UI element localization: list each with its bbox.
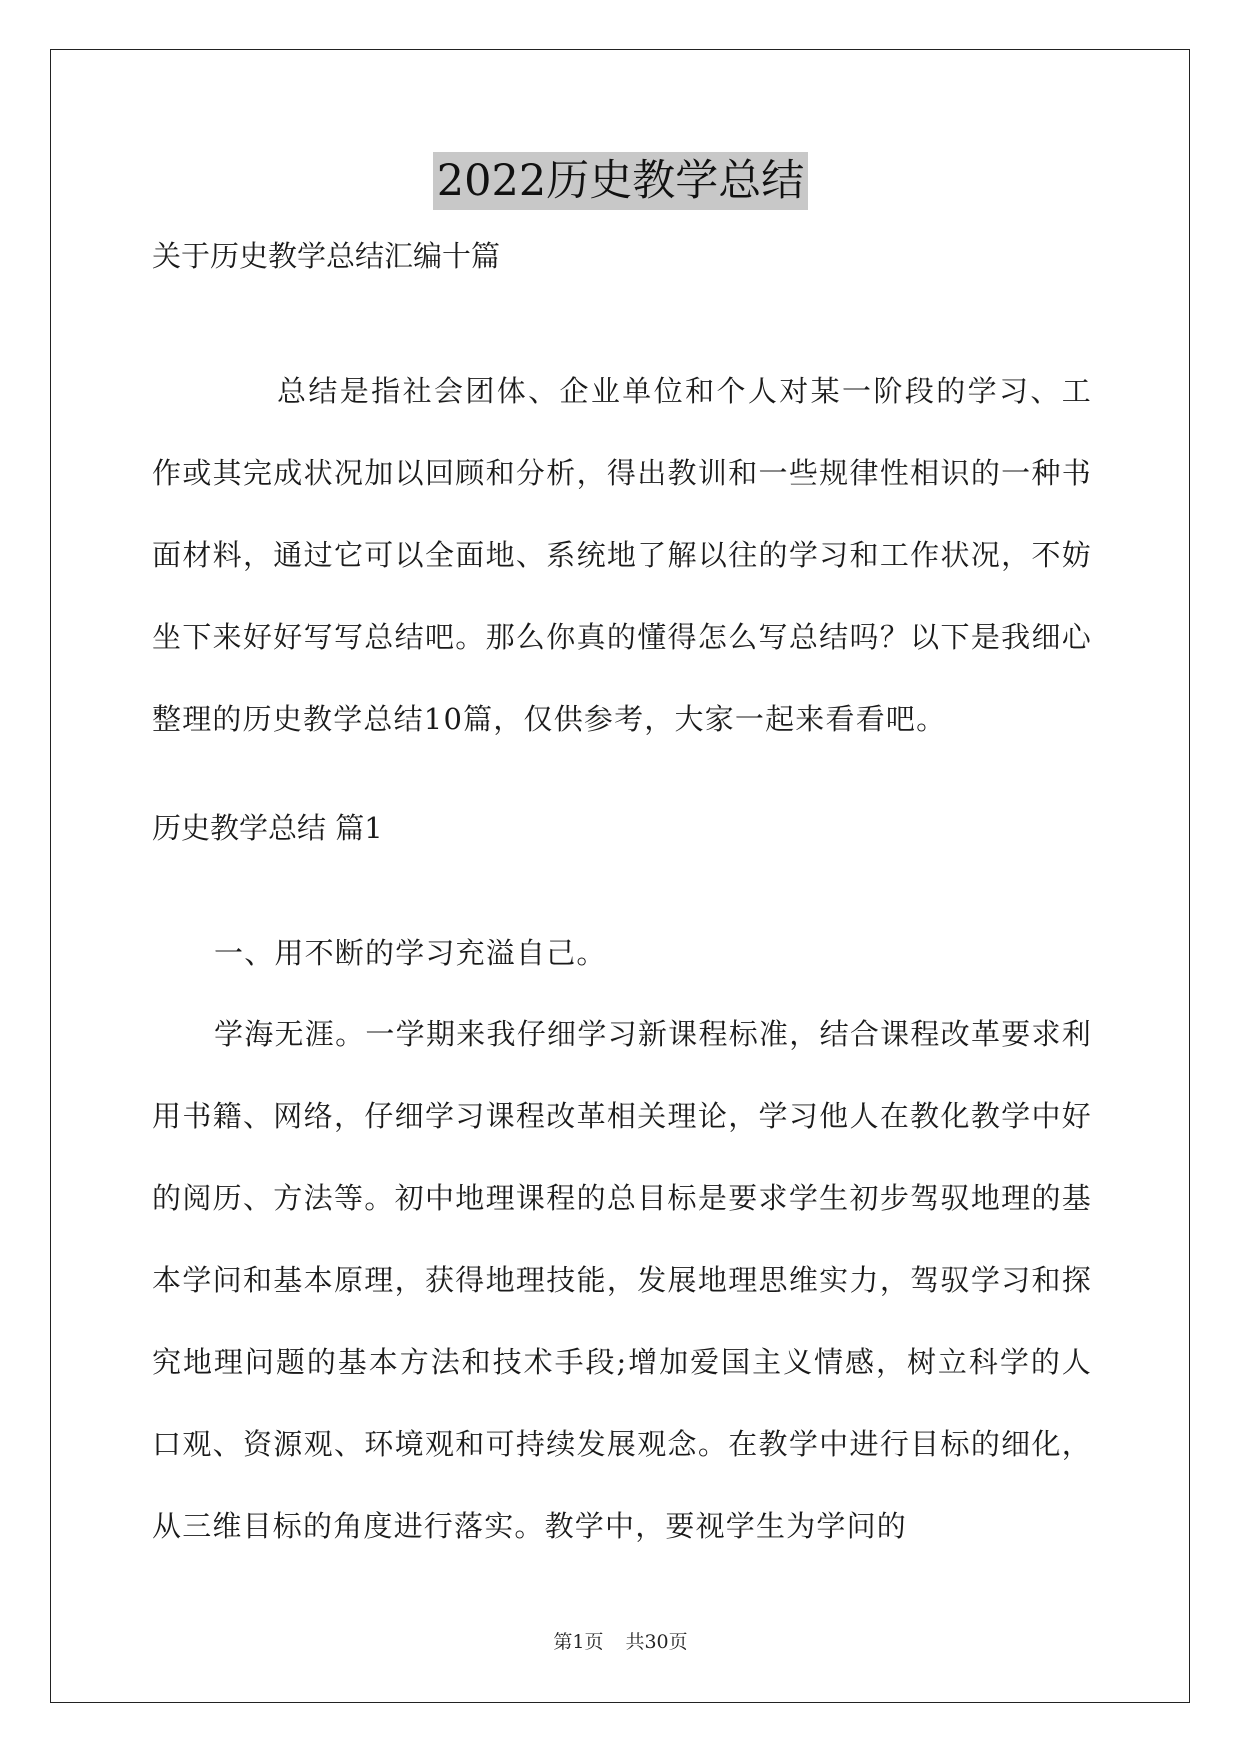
point-heading: 一、用不断的学习充溢自己。 (214, 936, 607, 970)
body-paragraph: 学海无涯。一学期来我仔细学习新课程标准，结合课程改革要求利用书籍、网络，仔细学习课程改革相关理论，学习他人在教化教学中好的阅历、方法等。初中地理课程的总目标是要求学生初步驾驭地理的基本学问和基本原理，获得地理技能，发展地理思维实力，驾驭学习和探究地理问题的基本方法和技术手段;增加爱国主义情感，树立科学的人口观、资源观、环境观和可持续发展观念。在教学中进行目标的细化，从三维目标的角度进行落实。教学中，要视学生为学问的 (152, 1017, 1092, 1543)
document-subtitle: 关于历史教学总结汇编十篇 (152, 239, 501, 273)
page-total: 共30页 (625, 1631, 688, 1653)
document-title: 2022历史教学总结 (433, 152, 808, 210)
intro-paragraph: 总结是指社会团体、企业单位和个人对某一阶段的学习、工作或其完成状况加以回顾和分析，得出教训和一些规律性相识的一种书面材料，通过它可以全面地、系统地了解以往的学习和工作状况，不妨坐下来好好写写总结吧。那么你真的懂得怎么写总结吗？以下是我细心整理的历史教学总结10篇，仅供参考，大家一起来看看吧。 (152, 374, 1092, 736)
page-footer (0, 1630, 1241, 1654)
page-number: 第1页 (553, 1631, 604, 1653)
section-heading: 历史教学总结 篇1 (152, 811, 383, 845)
title-container (0, 152, 1241, 210)
